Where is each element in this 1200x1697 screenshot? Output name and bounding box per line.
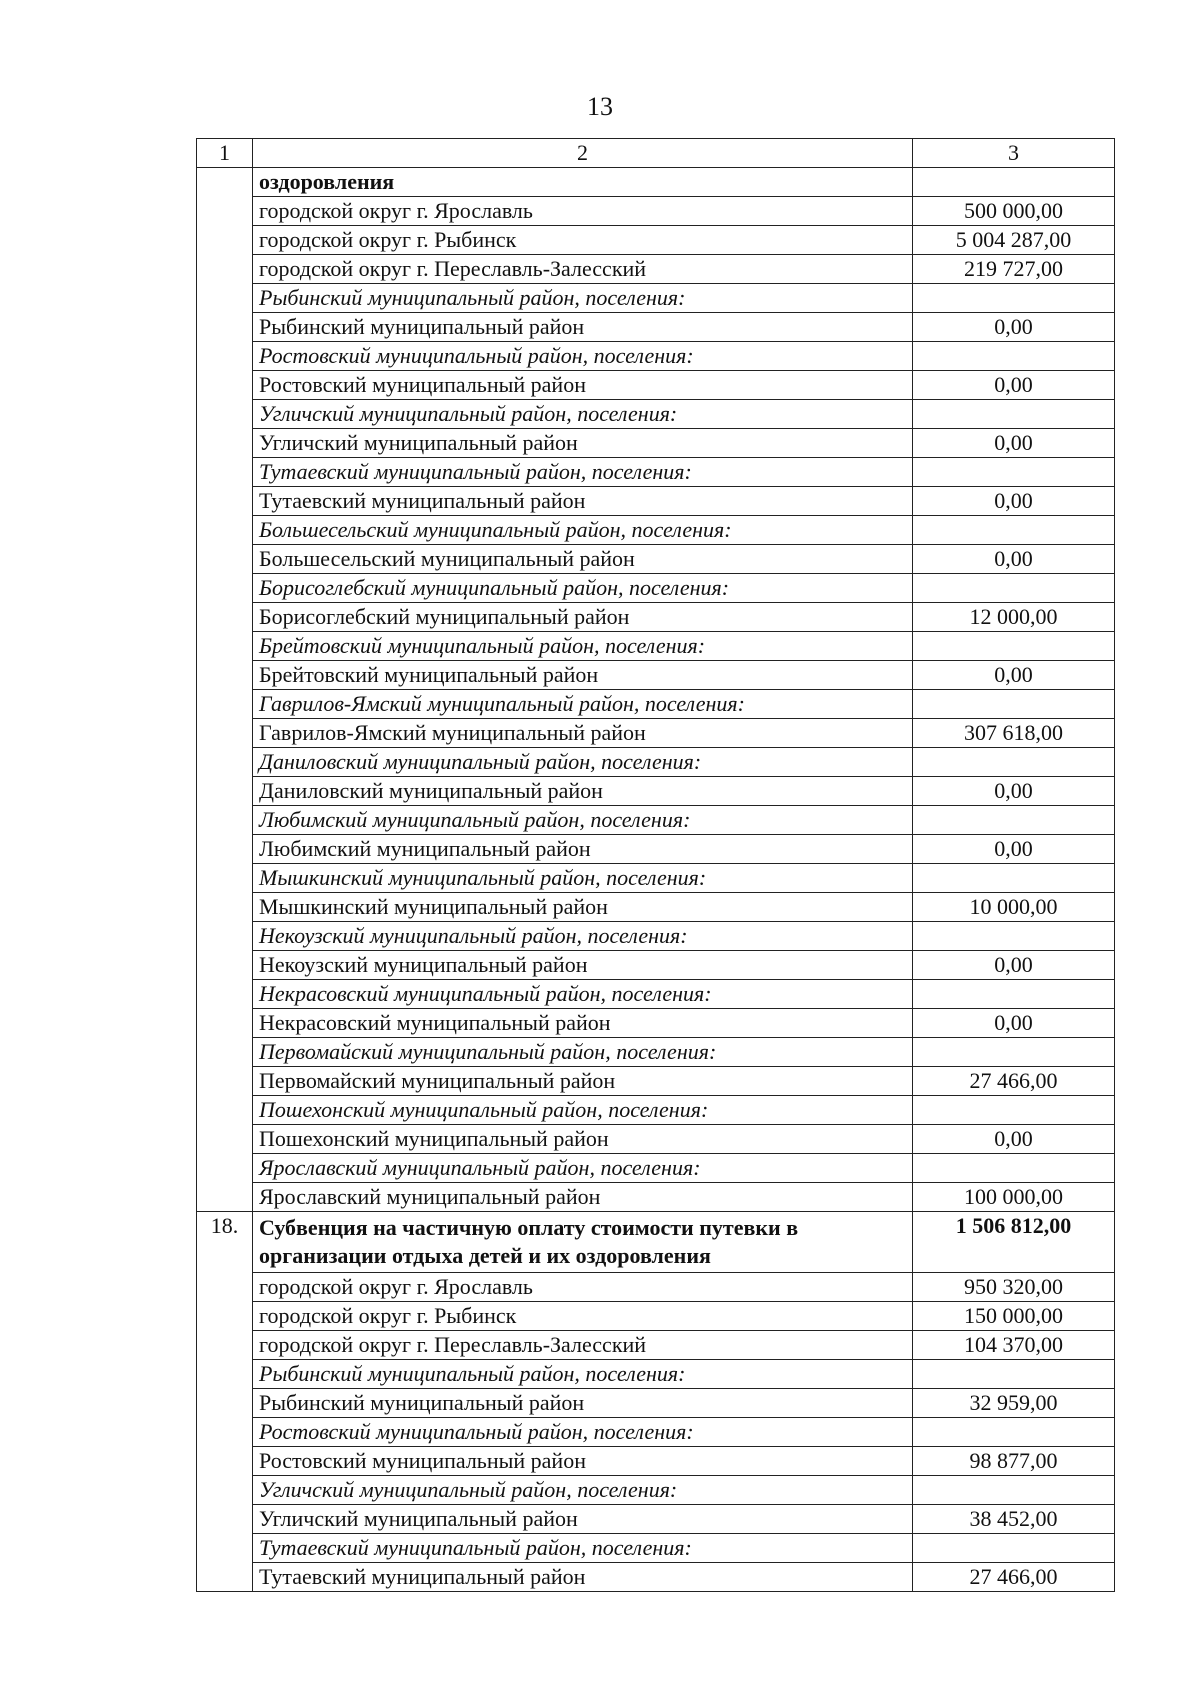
row-name-cell: Первомайский муниципальный район, поселения: — [253, 1038, 913, 1067]
row-number-cell — [197, 1418, 253, 1447]
table-row — [197, 168, 1115, 197]
section-title-row — [197, 1212, 1115, 1273]
row-number-cell — [197, 545, 253, 574]
row-name-cell: Угличский муниципальный район — [253, 429, 913, 458]
row-amount-cell — [913, 922, 1115, 951]
row-name-cell: Ростовский муниципальный район, поселения: — [253, 342, 913, 371]
row-number-cell — [197, 458, 253, 487]
row-amount-cell: 0,00 — [913, 777, 1115, 806]
table-row — [197, 313, 1115, 342]
row-number-cell — [197, 516, 253, 545]
row-amount-cell: 32 959,00 — [913, 1389, 1115, 1418]
row-amount-cell: 98 877,00 — [913, 1447, 1115, 1476]
table-row — [197, 632, 1115, 661]
table-row — [197, 1389, 1115, 1418]
row-name-cell: оздоровления — [253, 168, 913, 197]
table-row — [197, 1273, 1115, 1302]
table-row — [197, 864, 1115, 893]
row-amount-cell: 0,00 — [913, 835, 1115, 864]
row-number-cell — [197, 1476, 253, 1505]
row-name-cell: Гаврилов-Ямский муниципальный район — [253, 719, 913, 748]
row-number-cell — [197, 226, 253, 255]
row-number-cell — [197, 951, 253, 980]
row-number-cell — [197, 1505, 253, 1534]
table-row — [197, 1067, 1115, 1096]
table-row — [197, 342, 1115, 371]
row-name-cell: городской округ г. Переславль-Залесский — [253, 255, 913, 284]
row-name-cell: городской округ г. Ярославль — [253, 1273, 913, 1302]
budget-table — [196, 138, 1115, 1592]
table-row — [197, 893, 1115, 922]
section-title: Субвенция на частичную оплату стоимости путевки в организации отдыха детей и их оздоровления — [253, 1212, 913, 1273]
row-name-cell: Брейтовский муниципальный район — [253, 661, 913, 690]
row-name-cell: городской округ г. Рыбинск — [253, 1302, 913, 1331]
row-amount-cell — [913, 748, 1115, 777]
row-number-cell — [197, 661, 253, 690]
table-row — [197, 429, 1115, 458]
table-row — [197, 226, 1115, 255]
table-row — [197, 951, 1115, 980]
row-name-cell: Борисоглебский муниципальный район — [253, 603, 913, 632]
row-number-cell — [197, 603, 253, 632]
row-name-cell: Брейтовский муниципальный район, поселения: — [253, 632, 913, 661]
row-amount-cell: 10 000,00 — [913, 893, 1115, 922]
header-col-1: 1 — [197, 139, 253, 168]
table-row — [197, 748, 1115, 777]
row-amount-cell — [913, 400, 1115, 429]
table-row — [197, 487, 1115, 516]
row-number-cell — [197, 371, 253, 400]
row-number-cell — [197, 835, 253, 864]
row-name-cell: Ярославский муниципальный район, поселения: — [253, 1154, 913, 1183]
row-amount-cell: 500 000,00 — [913, 197, 1115, 226]
table-row — [197, 255, 1115, 284]
row-amount-cell: 0,00 — [913, 951, 1115, 980]
row-name-cell: Гаврилов-Ямский муниципальный район, поселения: — [253, 690, 913, 719]
table-row — [197, 574, 1115, 603]
row-amount-cell — [913, 1360, 1115, 1389]
row-amount-cell — [913, 284, 1115, 313]
row-name-cell: Большесельский муниципальный район, поселения: — [253, 516, 913, 545]
row-number-cell — [197, 1067, 253, 1096]
row-name-cell: Пошехонский муниципальный район, поселения: — [253, 1096, 913, 1125]
row-name-cell: Борисоглебский муниципальный район, поселения: — [253, 574, 913, 603]
row-amount-cell: 307 618,00 — [913, 719, 1115, 748]
row-amount-cell: 950 320,00 — [913, 1273, 1115, 1302]
row-amount-cell: 0,00 — [913, 1125, 1115, 1154]
row-number-cell — [197, 1273, 253, 1302]
row-amount-cell — [913, 574, 1115, 603]
table-row — [197, 458, 1115, 487]
row-name-cell: Ростовский муниципальный район — [253, 371, 913, 400]
row-number-cell — [197, 400, 253, 429]
table-row — [197, 1125, 1115, 1154]
row-amount-cell — [913, 1154, 1115, 1183]
row-name-cell: Ростовский муниципальный район, поселения: — [253, 1418, 913, 1447]
row-amount-cell — [913, 516, 1115, 545]
table-row — [197, 922, 1115, 951]
row-number-cell — [197, 777, 253, 806]
table-row — [197, 690, 1115, 719]
row-number-cell — [197, 719, 253, 748]
row-number-cell — [197, 168, 253, 197]
row-number-cell — [197, 980, 253, 1009]
row-name-cell: Тутаевский муниципальный район, поселения: — [253, 458, 913, 487]
row-name-cell: Некоузский муниципальный район, поселения: — [253, 922, 913, 951]
row-name-cell: Некрасовский муниципальный район, поселения: — [253, 980, 913, 1009]
row-number-cell — [197, 1125, 253, 1154]
row-number-cell — [197, 748, 253, 777]
row-number-cell — [197, 284, 253, 313]
row-name-cell: Некрасовский муниципальный район — [253, 1009, 913, 1038]
row-name-cell: Тутаевский муниципальный район — [253, 1563, 913, 1592]
table-row — [197, 284, 1115, 313]
row-number-cell — [197, 922, 253, 951]
row-amount-cell: 0,00 — [913, 371, 1115, 400]
row-name-cell: Рыбинский муниципальный район — [253, 1389, 913, 1418]
row-name-cell: Большесельский муниципальный район — [253, 545, 913, 574]
table-header-row — [197, 139, 1115, 168]
row-name-cell: городской округ г. Переславль-Залесский — [253, 1331, 913, 1360]
row-name-cell: Ярославский муниципальный район — [253, 1183, 913, 1212]
row-number-cell — [197, 864, 253, 893]
row-amount-cell: 219 727,00 — [913, 255, 1115, 284]
row-name-cell: городской округ г. Рыбинск — [253, 226, 913, 255]
table-row — [197, 1360, 1115, 1389]
table-row — [197, 1038, 1115, 1067]
table-row — [197, 371, 1115, 400]
row-name-cell: Даниловский муниципальный район — [253, 777, 913, 806]
row-amount-cell: 100 000,00 — [913, 1183, 1115, 1212]
table-row — [197, 1447, 1115, 1476]
row-number-cell — [197, 806, 253, 835]
header-col-3: 3 — [913, 139, 1115, 168]
section-number: 18. — [197, 1212, 253, 1273]
row-name-cell: Любимский муниципальный район — [253, 835, 913, 864]
row-number-cell — [197, 487, 253, 516]
row-number-cell — [197, 1038, 253, 1067]
row-name-cell: Рыбинский муниципальный район, поселения: — [253, 284, 913, 313]
row-amount-cell — [913, 1096, 1115, 1125]
row-amount-cell: 0,00 — [913, 313, 1115, 342]
row-name-cell: Некоузский муниципальный район — [253, 951, 913, 980]
row-number-cell — [197, 1302, 253, 1331]
row-number-cell — [197, 1183, 253, 1212]
row-amount-cell — [913, 632, 1115, 661]
row-number-cell — [197, 1534, 253, 1563]
table-row — [197, 516, 1115, 545]
row-amount-cell: 0,00 — [913, 545, 1115, 574]
row-amount-cell — [913, 864, 1115, 893]
row-amount-cell — [913, 342, 1115, 371]
table-row — [197, 1302, 1115, 1331]
table-row — [197, 1331, 1115, 1360]
row-name-cell: Даниловский муниципальный район, поселения: — [253, 748, 913, 777]
row-name-cell: Любимский муниципальный район, поселения: — [253, 806, 913, 835]
row-amount-cell: 12 000,00 — [913, 603, 1115, 632]
table-row — [197, 603, 1115, 632]
row-amount-cell — [913, 1476, 1115, 1505]
table-row — [197, 1418, 1115, 1447]
row-amount-cell — [913, 806, 1115, 835]
table-row — [197, 1183, 1115, 1212]
table-row — [197, 1534, 1115, 1563]
row-amount-cell: 38 452,00 — [913, 1505, 1115, 1534]
row-number-cell — [197, 632, 253, 661]
row-number-cell — [197, 429, 253, 458]
row-name-cell: Рыбинский муниципальный район, поселения: — [253, 1360, 913, 1389]
row-amount-cell: 27 466,00 — [913, 1563, 1115, 1592]
table-row — [197, 400, 1115, 429]
table-row — [197, 545, 1115, 574]
row-amount-cell: 27 466,00 — [913, 1067, 1115, 1096]
row-name-cell: Тутаевский муниципальный район, поселения: — [253, 1534, 913, 1563]
row-number-cell — [197, 313, 253, 342]
row-amount-cell: 0,00 — [913, 429, 1115, 458]
row-number-cell — [197, 1009, 253, 1038]
row-number-cell — [197, 1096, 253, 1125]
table-row — [197, 806, 1115, 835]
table-row — [197, 777, 1115, 806]
table-row — [197, 1154, 1115, 1183]
header-col-2: 2 — [253, 139, 913, 168]
row-amount-cell: 150 000,00 — [913, 1302, 1115, 1331]
row-name-cell: Угличский муниципальный район — [253, 1505, 913, 1534]
row-number-cell — [197, 342, 253, 371]
row-amount-cell — [913, 690, 1115, 719]
row-number-cell — [197, 1447, 253, 1476]
row-name-cell: Рыбинский муниципальный район — [253, 313, 913, 342]
row-amount-cell — [913, 1418, 1115, 1447]
row-number-cell — [197, 690, 253, 719]
table-body — [197, 139, 1115, 1592]
row-number-cell — [197, 197, 253, 226]
section-total: 1 506 812,00 — [913, 1212, 1115, 1273]
row-number-cell — [197, 1389, 253, 1418]
row-number-cell — [197, 1154, 253, 1183]
row-amount-cell: 0,00 — [913, 1009, 1115, 1038]
row-name-cell: Первомайский муниципальный район — [253, 1067, 913, 1096]
row-number-cell — [197, 574, 253, 603]
row-name-cell: городской округ г. Ярославль — [253, 197, 913, 226]
row-name-cell: Ростовский муниципальный район — [253, 1447, 913, 1476]
row-name-cell: Угличский муниципальный район, поселения: — [253, 1476, 913, 1505]
row-name-cell: Мышкинский муниципальный район, поселения: — [253, 864, 913, 893]
row-amount-cell: 0,00 — [913, 487, 1115, 516]
row-amount-cell: 104 370,00 — [913, 1331, 1115, 1360]
row-number-cell — [197, 893, 253, 922]
table-row — [197, 661, 1115, 690]
table-row — [197, 1505, 1115, 1534]
row-name-cell: Пошехонский муниципальный район — [253, 1125, 913, 1154]
page-number: 13 — [587, 92, 613, 121]
table-row — [197, 1096, 1115, 1125]
row-name-cell: Мышкинский муниципальный район — [253, 893, 913, 922]
row-amount-cell — [913, 1534, 1115, 1563]
table-row — [197, 197, 1115, 226]
table-row — [197, 719, 1115, 748]
row-amount-cell: 5 004 287,00 — [913, 226, 1115, 255]
row-number-cell — [197, 255, 253, 284]
row-name-cell: Тутаевский муниципальный район — [253, 487, 913, 516]
row-amount-cell: 0,00 — [913, 661, 1115, 690]
table-row — [197, 1009, 1115, 1038]
row-number-cell — [197, 1360, 253, 1389]
row-number-cell — [197, 1563, 253, 1592]
row-amount-cell — [913, 168, 1115, 197]
table-row — [197, 980, 1115, 1009]
table-row — [197, 1563, 1115, 1592]
row-amount-cell — [913, 1038, 1115, 1067]
row-amount-cell — [913, 980, 1115, 1009]
row-name-cell: Угличский муниципальный район, поселения: — [253, 400, 913, 429]
table-row — [197, 1476, 1115, 1505]
row-number-cell — [197, 1331, 253, 1360]
row-amount-cell — [913, 458, 1115, 487]
table-row — [197, 835, 1115, 864]
